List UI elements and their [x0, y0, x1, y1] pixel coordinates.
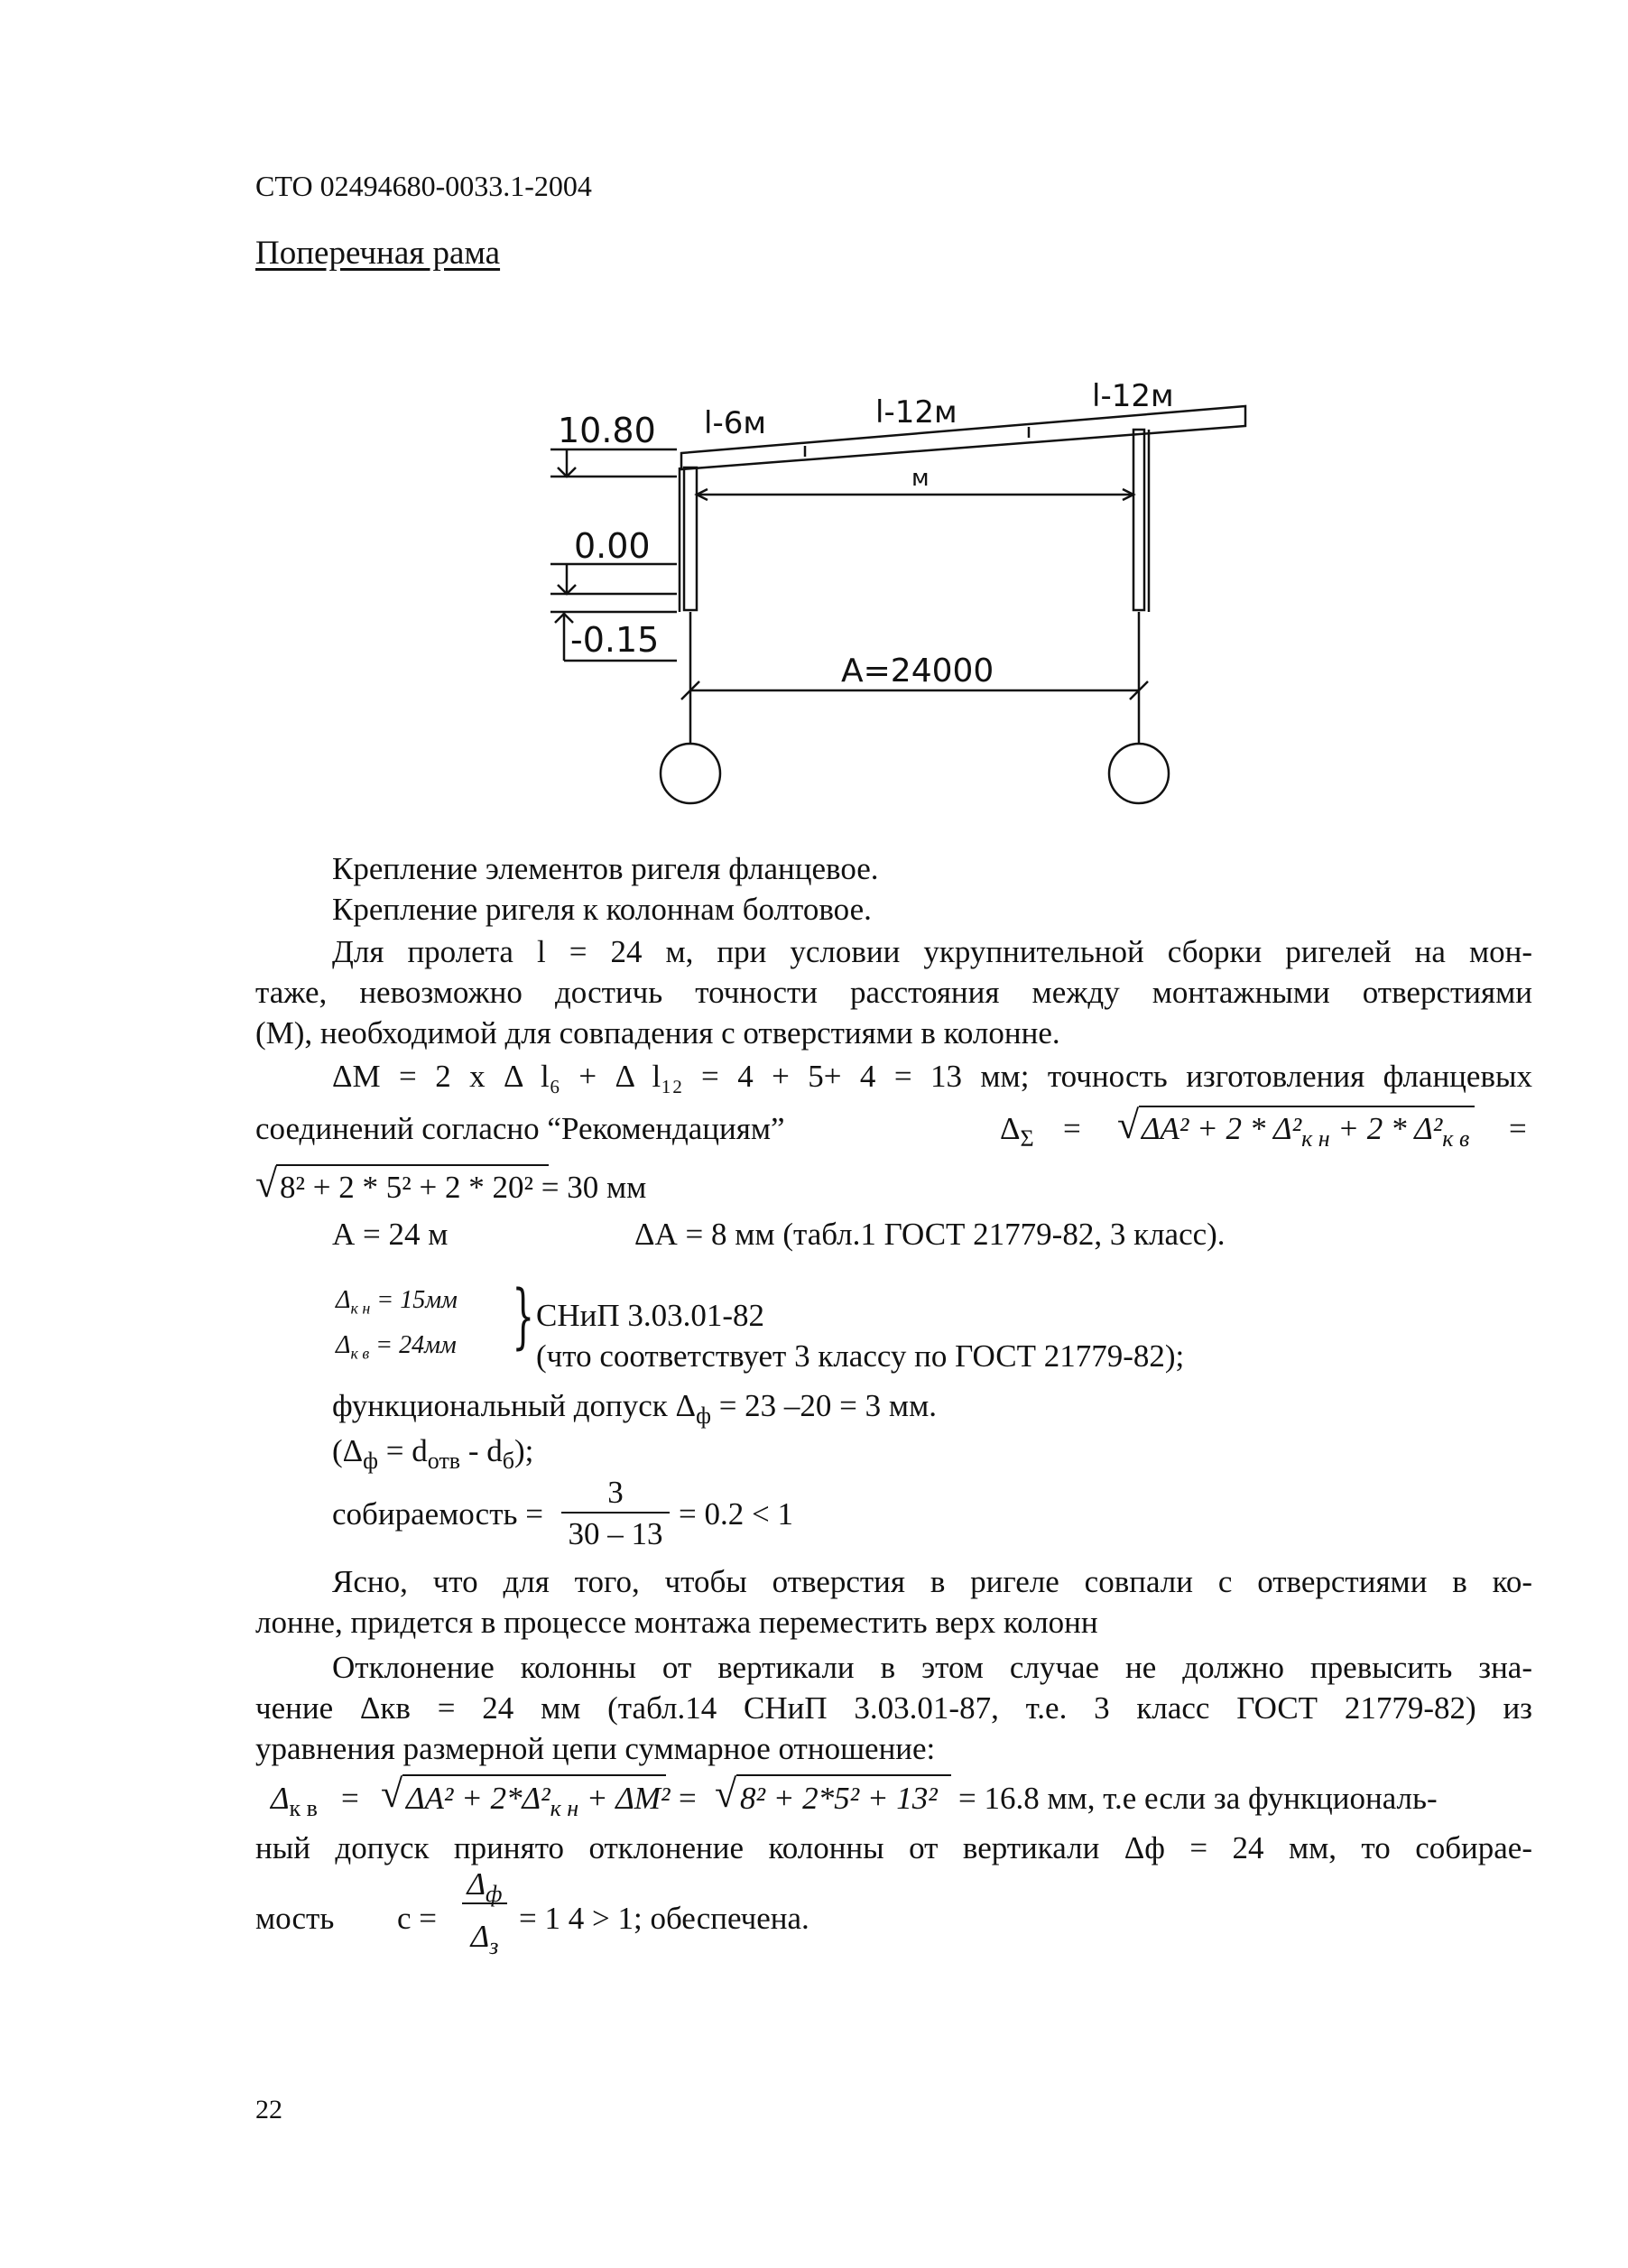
document-code: СТО 02494680-0033.1-2004	[255, 170, 592, 202]
paragraph-clear-l1: Ясно, что для того, чтобы отверстия в ригеле совпали с отверстиями в ко-	[332, 1564, 1532, 1599]
level-label-zero: 0.00	[574, 526, 651, 566]
brace-icon: }	[512, 1276, 535, 1357]
paragraph-deviation-l1: Отклонение колонны от вертикали в этом случае не должно превысить зна-	[332, 1650, 1532, 1685]
sqrt-radicand-2: 8² + 2 * 5² + 2 * 20² = 30 мм	[280, 1170, 647, 1205]
paragraph-span-l3: (М), необходимой для совпадения с отверстиями в колонне.	[255, 1015, 1060, 1051]
functional-definition: $(\Delta_ф = d_{отв} - d_б)$;	[332, 1433, 534, 1474]
formula-delta-m: ΔМ = 2 х Δ l₆ + Δ l₁₂ = 4 + 5+ 4 = 13 мм; точность изготовления фланцевых	[332, 1059, 1532, 1094]
sqrt-sign-2: √	[255, 1162, 278, 1206]
paragraph-span-l2: таже, невозможно достичь точности расстояния между монтажными отверстиями	[255, 975, 1532, 1010]
tolerance-kv: $\Delta_{к в} = 24мм$	[336, 1331, 457, 1363]
dim-m-label: м	[911, 465, 930, 492]
assembly-word: мость	[255, 1901, 335, 1936]
value-delta-a: ΔА = 8 мм (табл.1 ГОСТ 21779-82, 3 класс).	[634, 1217, 1226, 1252]
dim-a-label: А=24000	[841, 653, 994, 690]
paragraph-deviation-l3: уравнения размерной цепи суммарное отношение:	[255, 1731, 936, 1766]
right-column	[1133, 430, 1144, 610]
paragraph-flange: Крепление элементов ригеля фланцевое.	[332, 851, 879, 886]
assembly-label: собираемость =	[332, 1496, 543, 1532]
sqrt-sign-3: √	[381, 1772, 403, 1816]
c-numerator: $\Delta_ф$	[467, 1866, 503, 1907]
sqrt-sign-4: √	[715, 1772, 737, 1816]
paragraph-span-l1: Для пролета l = 24 м, при условии укрупнительной сборки ригелей на мон-	[332, 934, 1532, 969]
paragraph-accepted: ный допуск принято отклонение колонны от вертикали Δф = 24 мм, то собирае-	[255, 1830, 1532, 1865]
section-title: Поперечная рама	[255, 235, 501, 272]
level-label-bottom: -0.15	[570, 620, 660, 660]
sqrt-radicand-4: 8² + 2*5² + 13²	[740, 1781, 938, 1816]
equals-3: =	[341, 1781, 359, 1816]
span-label-1: l-6м	[704, 405, 766, 441]
c-result: = 1 4 > 1; обеспечена.	[519, 1901, 809, 1936]
delta-kv: $\Delta_{к в}$	[271, 1781, 318, 1821]
sqrt-sign-1: √	[1117, 1103, 1140, 1147]
value-a: А = 24 м	[332, 1217, 449, 1252]
span-label-3: l-12м	[1092, 378, 1174, 414]
c-equals: с =	[397, 1901, 438, 1936]
c-denominator: $\Delta_з$	[470, 1919, 499, 1959]
assembly-denominator: 30 – 13	[568, 1516, 663, 1551]
transverse-frame-diagram	[496, 361, 1272, 866]
paragraph-clear-l2: лонне, придется в процессе монтажа переместить верх колонн	[255, 1605, 1098, 1640]
sqrt-radicand-3: $\Delta A^2 + 2*\Delta^2_{к н} + \Delta M^2$	[406, 1781, 671, 1821]
equals-1: =	[1063, 1111, 1081, 1146]
level-label-top: 10.80	[558, 411, 656, 450]
span-label-2: l-12м	[875, 394, 957, 430]
sqrt-radicand-1: $\Delta A^2 + 2 * \Delta^2_{к н} + 2 * \Delta^2_{к в}$	[1142, 1111, 1470, 1152]
snip-reference: СНиП 3.03.01-82	[536, 1298, 765, 1333]
paragraph-deviation-l2: чение Δкв = 24 мм (табл.14 СНиП 3.03.01-87, т.е. 3 класс ГОСТ 21779-82) из	[255, 1690, 1532, 1726]
assembly-numerator: 3	[607, 1475, 624, 1510]
tolerance-kn: $\Delta_{к н} = 15мм$	[336, 1286, 458, 1318]
delta-sigma: $\Delta_\Sigma$	[1000, 1111, 1034, 1152]
assembly-result: = 0.2 < 1	[679, 1496, 793, 1532]
snip-note: (что соответствует 3 классу по ГОСТ 21779-82);	[536, 1338, 1185, 1374]
page-number: 22	[255, 2095, 282, 2125]
paragraph-bolted: Крепление ригеля к колоннам болтовое.	[332, 892, 872, 927]
left-column	[684, 467, 697, 610]
recommendations-text: соединений согласно “Рекомендациям”	[255, 1111, 785, 1146]
equals-4: =	[679, 1781, 697, 1816]
axis-bubble-right	[1109, 744, 1169, 803]
result-16-8: = 16.8 мм, т.е если за функциональ-	[958, 1781, 1438, 1816]
equals-2: =	[1509, 1111, 1527, 1146]
functional-tolerance: функциональный допуск $\Delta_ф = 23$ –20 = 3 мм.	[332, 1388, 937, 1429]
axis-bubble-left	[661, 744, 720, 803]
